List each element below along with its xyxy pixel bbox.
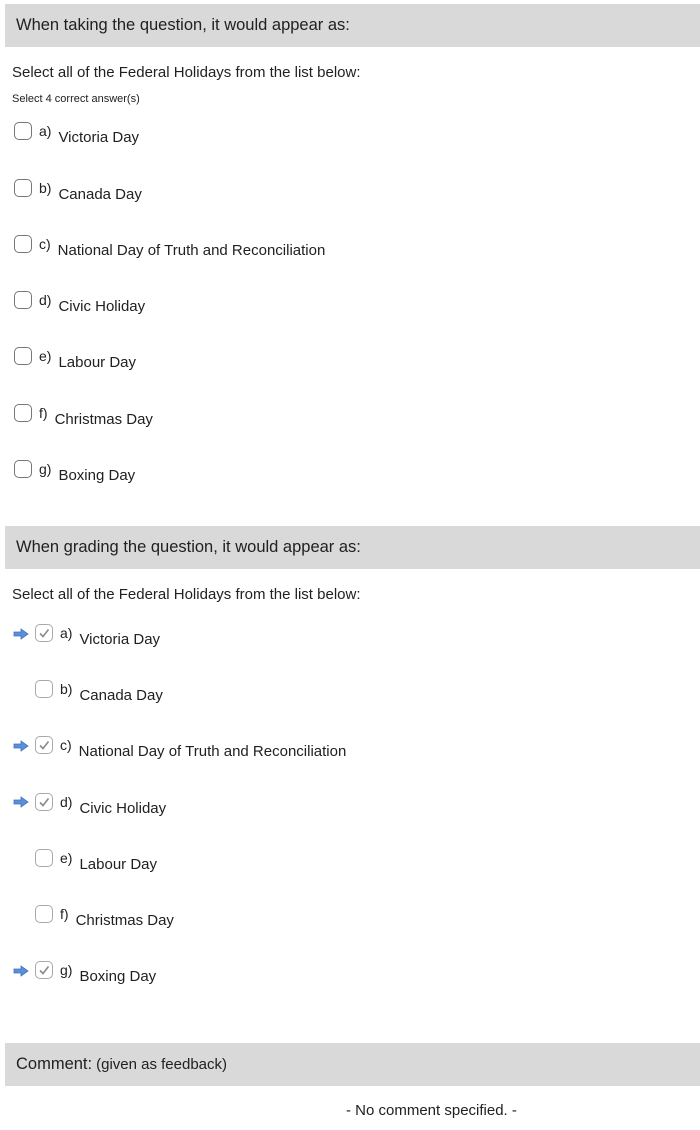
comment-header: [5, 1043, 700, 1086]
grading-section-header-text: When grading the question, it would appear as:: [16, 538, 361, 556]
taking-checkbox-b[interactable]: [14, 179, 32, 197]
grading-checkbox-a: [35, 624, 53, 642]
taking-instruction: Select 4 correct answer(s): [12, 93, 140, 105]
option-letter: a): [39, 123, 52, 139]
option-text: Victoria Day: [58, 129, 140, 146]
option-letter: c): [60, 737, 72, 753]
grading-option-c: [35, 736, 346, 760]
taking-option-b[interactable]: [14, 179, 142, 203]
arrow-right-icon: [13, 965, 29, 977]
taking-checkbox-g[interactable]: [14, 460, 32, 478]
option-letter: a): [60, 625, 73, 641]
taking-option-f[interactable]: [14, 404, 153, 428]
taking-checkbox-a[interactable]: [14, 122, 32, 140]
option-letter: f): [39, 405, 48, 421]
grading-option-a: [35, 624, 160, 648]
comment-sublabel: (given as feedback): [96, 1056, 228, 1073]
option-text: National Day of Truth and Reconciliation: [78, 743, 347, 760]
option-text: Labour Day: [79, 856, 158, 873]
option-text: Civic Holiday: [79, 800, 167, 817]
option-letter: f): [60, 906, 69, 922]
option-letter: d): [60, 794, 73, 810]
grading-option-d: [35, 793, 166, 817]
comment-text: - No comment specified. -: [346, 1102, 517, 1119]
arrow-right-icon: [13, 740, 29, 752]
arrow-right-icon: [13, 628, 29, 640]
option-letter: e): [39, 348, 52, 364]
comment-label: Comment:: [16, 1055, 93, 1073]
checkmark-icon: [38, 796, 50, 808]
checkmark-icon: [38, 964, 50, 976]
checkmark-icon: [38, 627, 50, 639]
option-text: Boxing Day: [79, 968, 157, 985]
option-text: Canada Day: [79, 687, 163, 704]
taking-option-e[interactable]: [14, 347, 136, 371]
option-letter: g): [60, 962, 73, 978]
grading-checkbox-g: [35, 961, 53, 979]
taking-checkbox-f[interactable]: [14, 404, 32, 422]
option-text: Civic Holiday: [58, 298, 146, 315]
taking-question-prompt: Select all of the Federal Holidays from the list below:: [12, 64, 361, 81]
taking-checkbox-d[interactable]: [14, 291, 32, 309]
grading-section-header: [5, 526, 700, 569]
grading-checkbox-c: [35, 736, 53, 754]
option-text: Canada Day: [58, 186, 142, 203]
option-text: Christmas Day: [54, 411, 153, 428]
grading-option-g: [35, 961, 156, 985]
taking-option-g[interactable]: [14, 460, 135, 484]
option-letter: d): [39, 292, 52, 308]
taking-option-d[interactable]: [14, 291, 145, 315]
option-letter: g): [39, 461, 52, 477]
taking-option-a[interactable]: [14, 122, 139, 146]
grading-option-b: [35, 680, 163, 704]
option-text: Labour Day: [58, 354, 137, 371]
grading-checkbox-f: [35, 905, 53, 923]
option-text: National Day of Truth and Reconciliation: [57, 242, 326, 259]
grading-question-prompt: Select all of the Federal Holidays from the list below:: [12, 586, 361, 603]
option-text: Christmas Day: [75, 912, 174, 929]
option-letter: b): [39, 180, 52, 196]
grading-checkbox-e: [35, 849, 53, 867]
arrow-right-icon: [13, 796, 29, 808]
grading-checkbox-b: [35, 680, 53, 698]
option-letter: b): [60, 681, 73, 697]
taking-option-c[interactable]: [14, 235, 325, 259]
option-text: Boxing Day: [58, 467, 136, 484]
checkmark-icon: [38, 739, 50, 751]
grading-option-e: [35, 849, 157, 873]
taking-section-header-text: When taking the question, it would appear as:: [16, 16, 350, 34]
taking-checkbox-e[interactable]: [14, 347, 32, 365]
taking-section-header: [5, 4, 700, 47]
grading-checkbox-d: [35, 793, 53, 811]
option-text: Victoria Day: [79, 631, 161, 648]
taking-checkbox-c[interactable]: [14, 235, 32, 253]
option-letter: e): [60, 850, 73, 866]
grading-option-f: [35, 905, 174, 929]
option-letter: c): [39, 236, 51, 252]
